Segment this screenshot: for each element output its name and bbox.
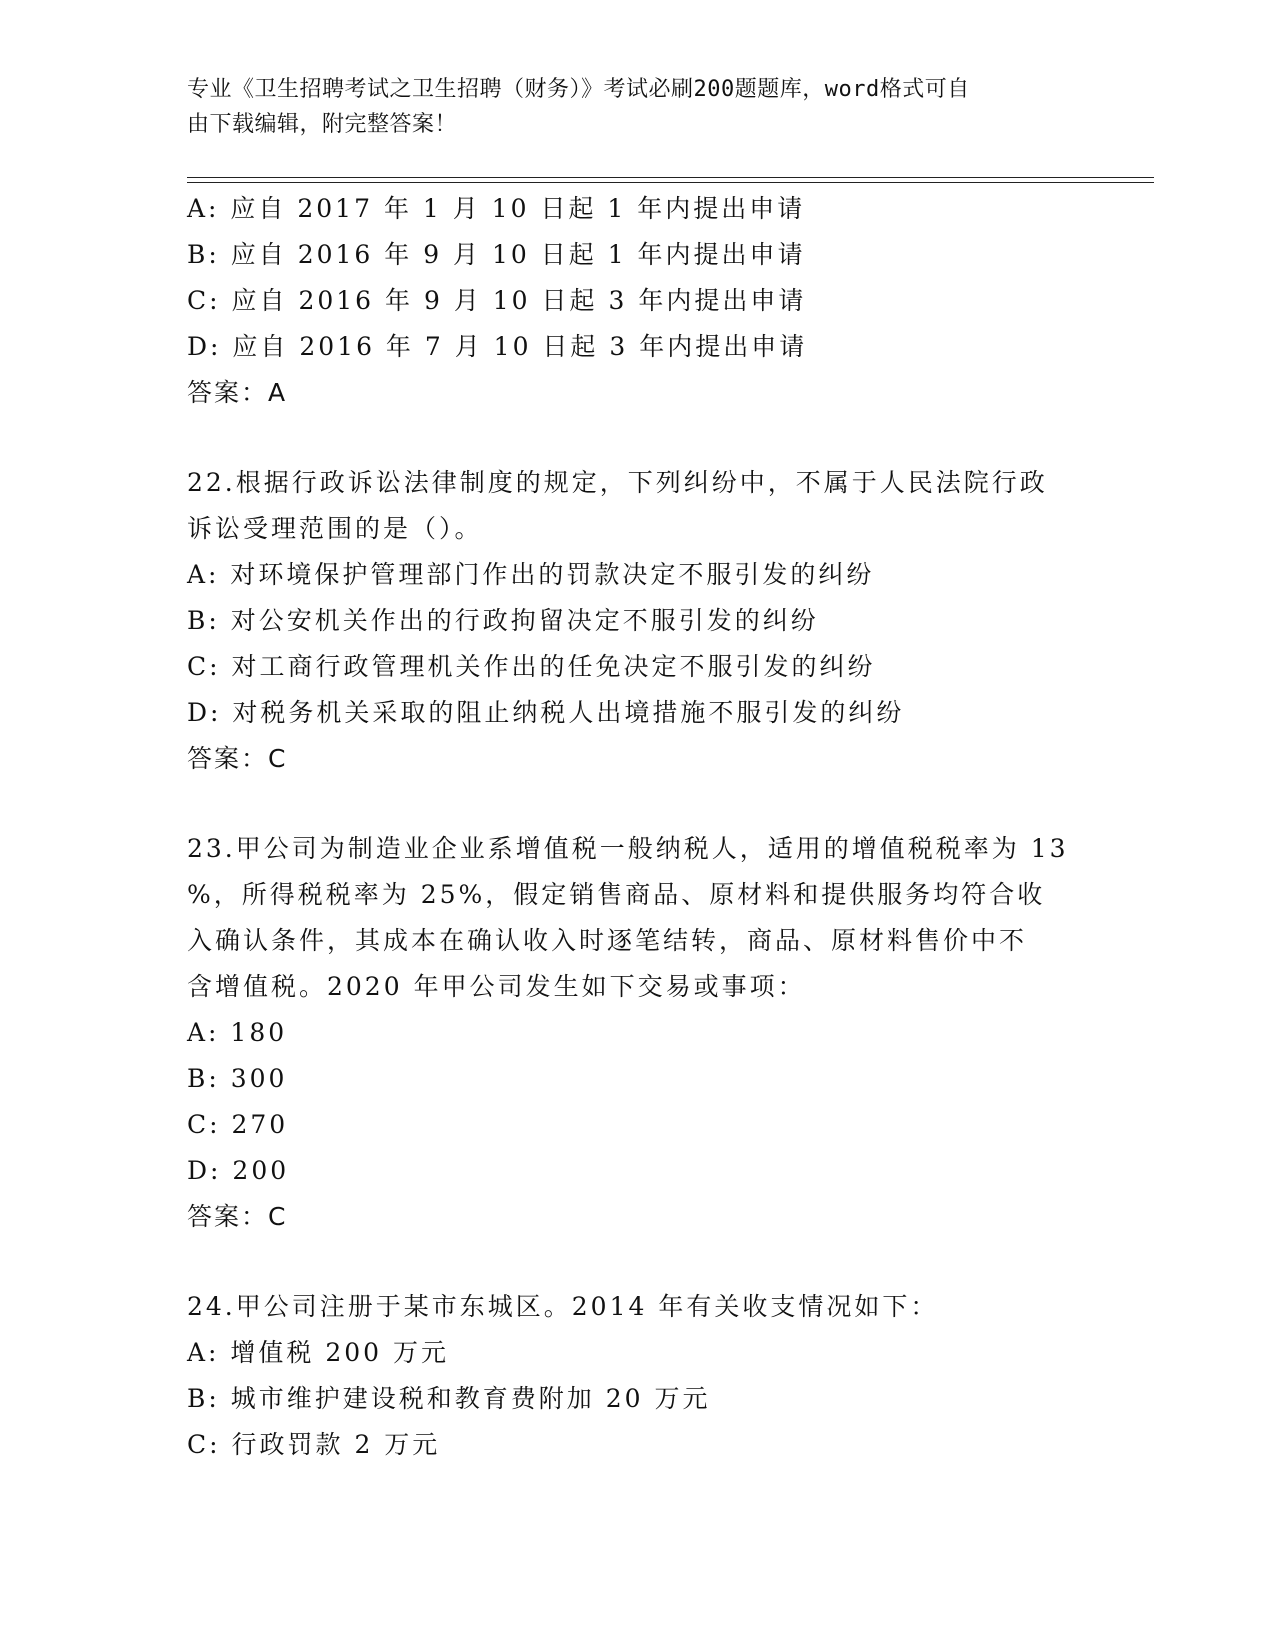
question-24 bbox=[187, 1284, 1087, 1468]
question-stem-line: %，所得税税率为 25%，假定销售商品、原材料和提供服务均符合收 bbox=[187, 880, 1046, 909]
option-c: C: 270 bbox=[187, 1110, 289, 1139]
option-b: B: 城市维护建设税和教育费附加 20 万元 bbox=[187, 1384, 711, 1413]
header-line-2: 由下载编辑，附完整答案！ bbox=[187, 112, 458, 137]
question-stem-line: 入确认条件，其成本在确认收入时逐笔结转，商品、原材料售价中不 bbox=[187, 926, 1028, 955]
option-c: C: 行政罚款 2 万元 bbox=[187, 1430, 441, 1459]
question-list bbox=[187, 186, 1087, 1468]
option-b: B: 应自 2016 年 9 月 10 日起 1 年内提出申请 bbox=[187, 240, 806, 269]
question-21 bbox=[187, 186, 1087, 416]
answer-line: 答案：A bbox=[187, 378, 288, 407]
spacer bbox=[187, 416, 1087, 460]
question-stem-line: 24.甲公司注册于某市东城区。2014 年有关收支情况如下： bbox=[187, 1292, 939, 1321]
question-22 bbox=[187, 460, 1087, 782]
header-divider-top bbox=[187, 177, 1154, 178]
answer-line: 答案：C bbox=[187, 744, 288, 773]
document-header bbox=[187, 72, 1067, 142]
option-c: C: 应自 2016 年 9 月 10 日起 3 年内提出申请 bbox=[187, 286, 807, 315]
question-23 bbox=[187, 826, 1087, 1240]
option-c: C: 对工商行政管理机关作出的任免决定不服引发的纠纷 bbox=[187, 652, 876, 681]
option-d: D: 对税务机关采取的阻止纳税人出境措施不服引发的纠纷 bbox=[187, 698, 905, 727]
option-a: A: 应自 2017 年 1 月 10 日起 1 年内提出申请 bbox=[187, 194, 806, 223]
option-a: A: 180 bbox=[187, 1018, 288, 1047]
option-d: D: 200 bbox=[187, 1156, 290, 1185]
option-d: D: 应自 2016 年 7 月 10 日起 3 年内提出申请 bbox=[187, 332, 808, 361]
option-b: B: 300 bbox=[187, 1064, 288, 1093]
answer-line: 答案：C bbox=[187, 1202, 288, 1231]
option-a: A: 对环境保护管理部门作出的罚款决定不服引发的纠纷 bbox=[187, 560, 875, 589]
header-line-1: 专业《卫生招聘考试之卫生招聘（财务）》考试必刷200题题库，word格式可自 bbox=[187, 77, 970, 102]
question-stem-line: 23.甲公司为制造业企业系增值税一般纳税人，适用的增值税税率为 13 bbox=[187, 834, 1069, 863]
option-b: B: 对公安机关作出的行政拘留决定不服引发的纠纷 bbox=[187, 606, 819, 635]
spacer bbox=[187, 782, 1087, 826]
question-stem-line: 诉讼受理范围的是（）。 bbox=[187, 514, 483, 543]
spacer bbox=[187, 1240, 1087, 1284]
question-stem-line: 含增值税。2020 年甲公司发生如下交易或事项： bbox=[187, 972, 806, 1001]
option-a: A: 增值税 200 万元 bbox=[187, 1338, 450, 1367]
question-stem-line: 22.根据行政诉讼法律制度的规定，下列纠纷中，不属于人民法院行政 bbox=[187, 468, 1048, 497]
header-divider-bottom bbox=[187, 182, 1154, 183]
